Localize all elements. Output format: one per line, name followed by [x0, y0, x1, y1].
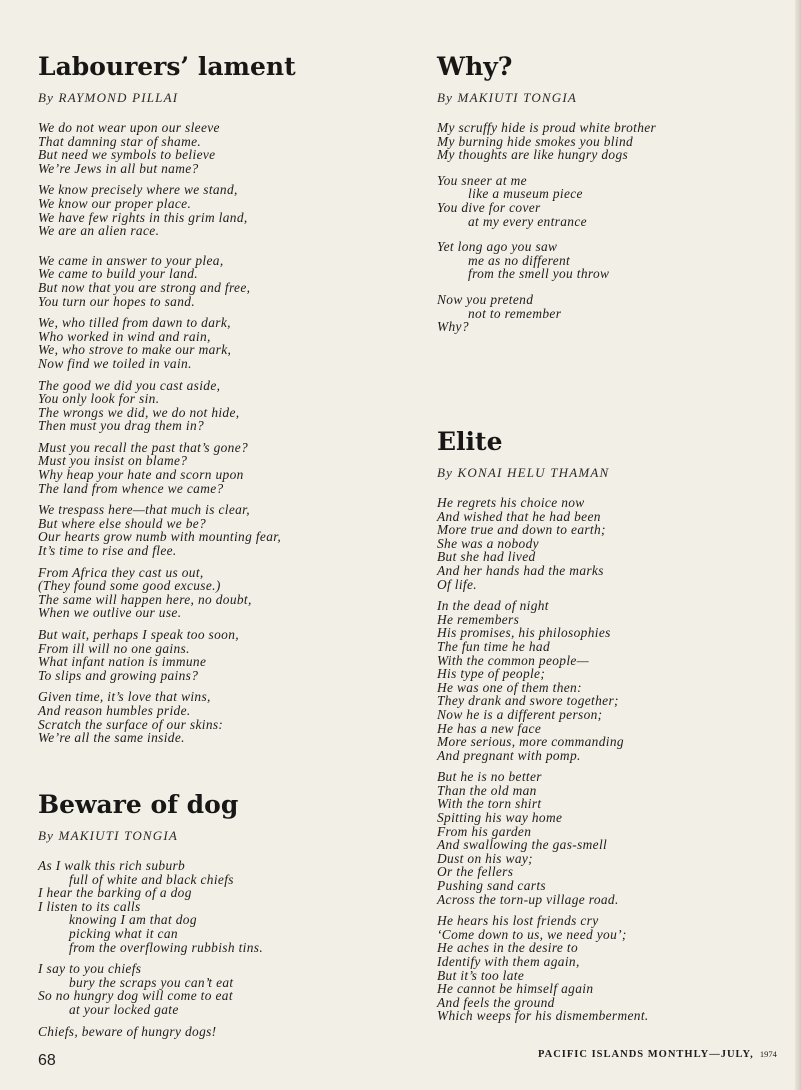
poem-line: at my every entrance — [468, 213, 587, 229]
poem-line: He remembers — [437, 611, 520, 627]
poem-line: My scruffy hide is proud white brother — [437, 120, 657, 135]
stanza — [437, 770, 787, 906]
poem-line: The wrongs we did, we do not hide, — [38, 404, 240, 420]
poem-line: You only look for sin. — [38, 391, 160, 407]
poem-line: But now that you are strong and free, — [38, 279, 251, 295]
poem-line: Must you recall the past that’s gone? — [38, 439, 249, 455]
poem-labourers-lament — [38, 52, 413, 753]
stanza — [38, 254, 413, 308]
page-number: 68 — [38, 1052, 56, 1069]
stanza — [38, 379, 413, 433]
poem-line: Now you pretend — [437, 291, 534, 307]
poem-line: (They found some good excuse.) — [38, 578, 221, 594]
poem-line: And her hands had the marks — [437, 562, 604, 578]
poem-byline: By MAKIUTI TONGIA — [437, 90, 578, 105]
poem-line: not to remember — [468, 305, 562, 321]
poem-line: My burning hide smokes you blind — [437, 133, 634, 149]
poem-line: But she had lived — [437, 549, 536, 565]
poem-line: Of life. — [437, 576, 477, 592]
poem-line: Which weeps for his dismemberment. — [437, 1008, 649, 1024]
stanza — [437, 914, 787, 1023]
poem-line: Why heap your hate and scorn upon — [38, 467, 244, 483]
poem-line: Given time, it’s love that wins, — [38, 689, 211, 705]
poem-line: And reason humbles pride. — [38, 702, 191, 718]
poem-line: from the overflowing rubbish tins. — [69, 939, 264, 955]
publication-footer — [538, 1049, 777, 1060]
poem-line: From his garden — [437, 823, 532, 839]
poem-line: Must you insist on blame? — [38, 453, 188, 469]
stanza — [38, 441, 413, 495]
poem-elite — [437, 427, 787, 1031]
poem-line: But he is no better — [437, 769, 542, 785]
poem-line: But wait, perhaps I speak too soon, — [38, 627, 239, 642]
poem-line: Now he is a different person; — [437, 706, 603, 722]
poem-line: You dive for cover — [437, 199, 541, 215]
poem-line: With the common people— — [437, 652, 589, 668]
poem-why — [437, 52, 787, 346]
poem-line: He was one of them then: — [437, 679, 582, 695]
stanza — [38, 503, 413, 557]
publication-name: PACIFIC ISLANDS MONTHLY—JULY, — [538, 1049, 754, 1060]
poem-line: His type of people; — [437, 666, 546, 682]
poem-line: from the smell you throw — [468, 266, 610, 282]
poem-line: at your locked gate — [69, 1001, 179, 1017]
poem-title: Why? — [437, 52, 513, 81]
poem-line: And pregnant with pomp. — [437, 747, 581, 763]
poem-line: To slips and growing pains? — [38, 667, 199, 683]
poem-line: full of white and black chiefs — [69, 871, 234, 887]
poem-line: When we outlive our use. — [38, 605, 182, 621]
poem-title: Elite — [437, 427, 503, 456]
poem-line: You sneer at me — [437, 172, 527, 188]
poem-line: I hear the barking of a dog — [38, 885, 192, 901]
poem-line: He cannot be himself again — [437, 981, 594, 997]
poem-line: bury the scraps you can’t eat — [69, 974, 234, 990]
stanza — [38, 1025, 413, 1039]
stanza — [437, 121, 787, 162]
poem-line: Across the torn-up village road. — [437, 891, 619, 907]
poem-byline: By KONAI HELU THAMAN — [437, 465, 610, 480]
poem-line: We came to build your land. — [38, 266, 198, 282]
poem-line: Yet long ago you saw — [437, 239, 558, 255]
poem-byline: By MAKIUTI TONGIA — [38, 828, 179, 843]
stanza — [437, 599, 787, 762]
poem-line: Pushing sand carts — [437, 878, 546, 894]
poem-line: I listen to its calls — [38, 898, 141, 914]
stanza — [38, 690, 413, 744]
publication-year: 1974 — [759, 1049, 777, 1059]
stanza — [437, 293, 787, 334]
poem-line: picking what it can — [69, 925, 178, 941]
poem-line: You turn our hopes to sand. — [38, 293, 196, 309]
poem-line: Scratch the surface of our skins: — [38, 716, 224, 732]
stanza — [38, 566, 413, 620]
poem-line: What infant nation is immune — [38, 654, 207, 670]
poem-line: And wished that he had been — [437, 508, 601, 524]
poem-line: With the torn shirt — [437, 796, 542, 812]
poem-line: We came in answer to your plea, — [38, 252, 224, 268]
poem-line: like a museum piece — [468, 186, 583, 202]
poem-line: We’re Jews in all but name? — [38, 160, 199, 176]
poem-line: From Africa they cast us out, — [38, 564, 204, 580]
poem-line: We know precisely where we stand, — [38, 182, 238, 198]
poem-line: In the dead of night — [437, 598, 549, 614]
poem-line: Chiefs, beware of hungry dogs! — [38, 1023, 217, 1039]
stanza — [38, 183, 413, 237]
poem-line: We are an alien race. — [38, 223, 160, 239]
poem-line: He has a new face — [437, 720, 542, 736]
poem-line: And swallowing the gas-smell — [437, 837, 608, 853]
poem-line: My thoughts are like hungry dogs — [437, 147, 629, 163]
poem-line: ‘Come down to us, we need you’; — [437, 926, 627, 942]
poem-title: Labourers’ lament — [38, 52, 296, 81]
stanza — [38, 121, 413, 175]
poem-line: We, who tilled from dawn to dark, — [38, 315, 231, 331]
poem-line: Our hearts grow numb with mounting fear, — [38, 529, 282, 545]
poem-line: knowing I am that dog — [69, 912, 197, 928]
poem-line: They drank and swore together; — [437, 693, 619, 709]
poem-title: Beware of dog — [38, 790, 239, 819]
poem-line: We have few rights in this grim land, — [38, 209, 248, 225]
poem-line: So no hungry dog will come to eat — [38, 988, 233, 1004]
poem-line: We do not wear upon our sleeve — [38, 120, 220, 135]
poem-line: Than the old man — [437, 782, 537, 798]
poem-line: He aches in the desire to — [437, 940, 579, 956]
poem-line: Then must you drag them in? — [38, 418, 205, 434]
stanza — [437, 496, 787, 591]
poem-line: Spitting his way home — [437, 810, 563, 826]
poem-line: She was a nobody — [437, 535, 539, 551]
poem-line: From ill will no one gains. — [38, 640, 190, 656]
poem-beware-of-dog — [38, 790, 413, 1046]
poem-line: We trespass here—that much is clear, — [38, 502, 250, 518]
poem-line: Now find we toiled in vain. — [38, 355, 192, 371]
poem-line: He regrets his choice now — [437, 495, 585, 510]
poem-line: It’s time to rise and flee. — [38, 543, 177, 559]
poem-byline: By RAYMOND PILLAI — [38, 90, 179, 105]
stanza — [437, 240, 787, 281]
poem-line: But need we symbols to believe — [38, 147, 216, 163]
poem-line: We, who strove to make our mark, — [38, 342, 232, 358]
poem-line: We’re all the same inside. — [38, 730, 185, 746]
stanza — [38, 316, 413, 370]
poem-line: Why? — [437, 319, 469, 335]
poem-line: The fun time he had — [437, 638, 551, 654]
poem-line: me as no different — [468, 252, 571, 268]
poem-line: We know our proper place. — [38, 195, 192, 211]
poem-line: Or the fellers — [437, 864, 514, 880]
stanza — [38, 962, 413, 1016]
poem-line: Who worked in wind and rain, — [38, 328, 211, 344]
poem-line: That damning star of shame. — [38, 133, 202, 149]
poem-line: More serious, more commanding — [437, 734, 624, 750]
poem-line: As I walk this rich suburb — [38, 858, 186, 873]
page-gutter-edge — [795, 0, 801, 1090]
poem-line: But it’s too late — [437, 967, 525, 983]
poem-line: Identify with them again, — [437, 954, 580, 969]
stanza — [437, 174, 787, 228]
poem-line: More true and down to earth; — [437, 522, 606, 538]
stanza — [38, 859, 413, 954]
stanza — [38, 628, 413, 682]
poem-line: He hears his lost friends cry — [437, 913, 599, 929]
poem-line: And feels the ground — [437, 994, 555, 1010]
poem-line: But where else should we be? — [38, 515, 207, 531]
poem-line: The land from whence we came? — [38, 480, 224, 496]
poem-line: I say to you chiefs — [38, 961, 142, 977]
poem-line: The same will happen here, no doubt, — [38, 591, 252, 607]
poem-line: The good we did you cast aside, — [38, 377, 221, 393]
poem-line: His promises, his philosophies — [437, 625, 611, 641]
poem-line: Dust on his way; — [437, 850, 533, 866]
